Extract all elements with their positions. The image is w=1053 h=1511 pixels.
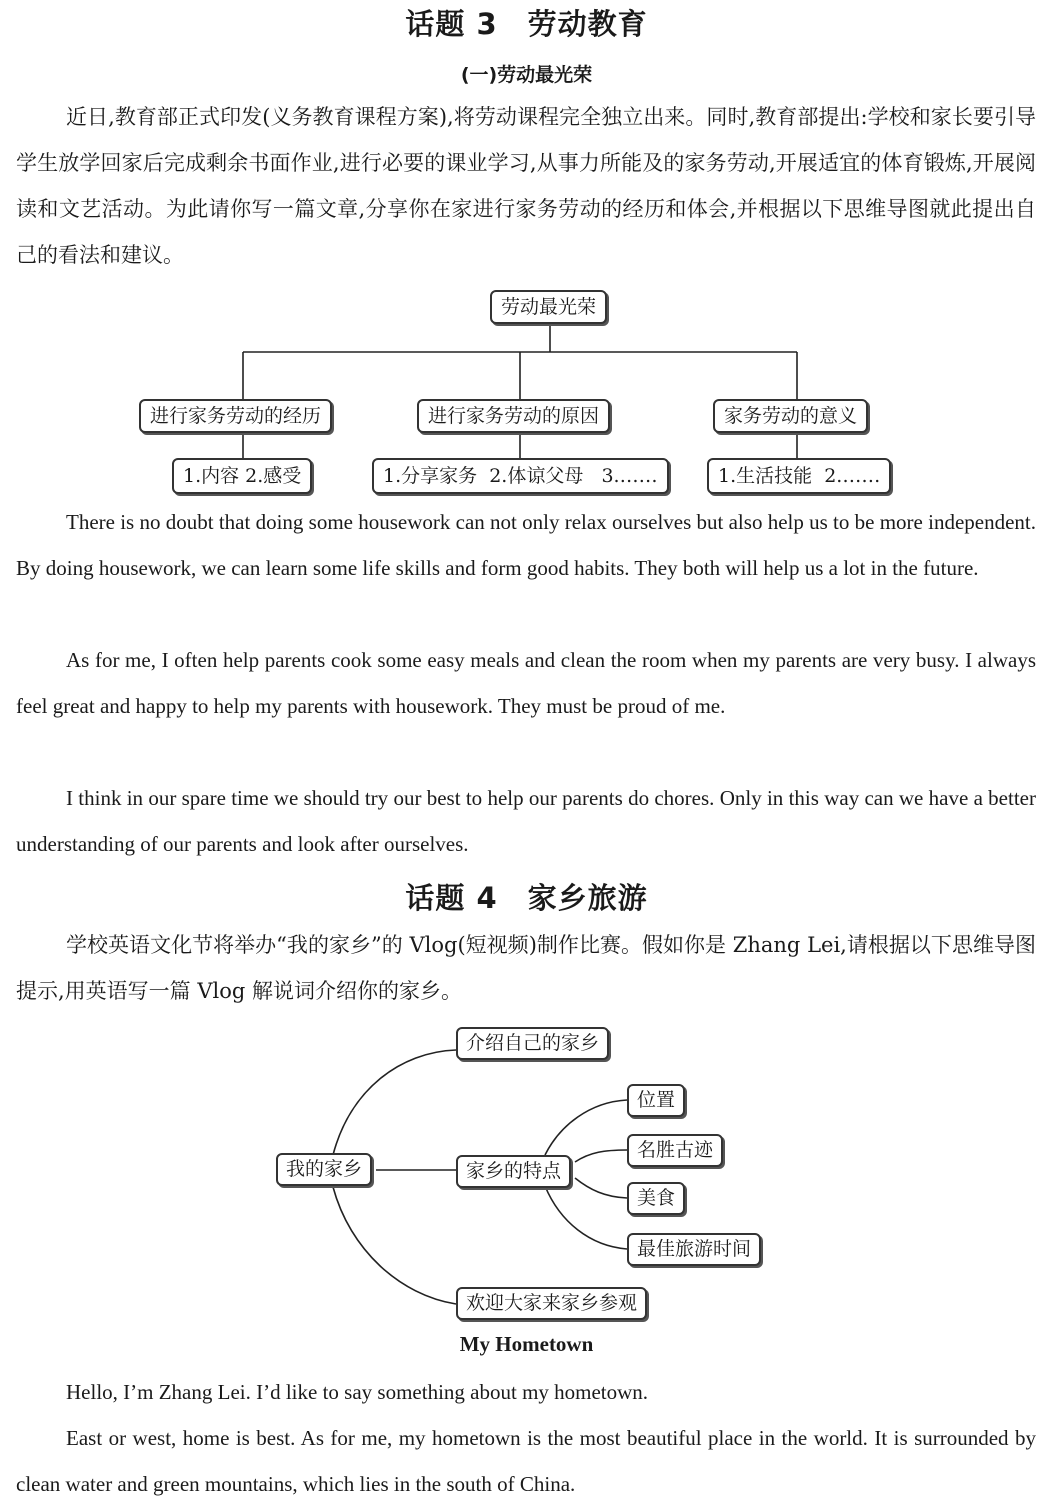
mindmap4-feature-food: 美食 — [627, 1182, 685, 1215]
topic4-essay-paragraph-1: Hello, I’m Zhang Lei. I’d like to say something about my hometown. — [66, 1380, 649, 1404]
mindmap4-welcome: 欢迎大家来家乡参观 — [456, 1287, 647, 1320]
topic3-title-name: 劳动教育 — [527, 7, 648, 41]
topic4-title-name: 家乡旅游 — [527, 881, 648, 915]
topic4-essay-title: My Hometown — [459, 1332, 594, 1356]
mindmap4-features: 家乡的特点 — [456, 1155, 571, 1188]
topic3-essay-paragraph-2: As for me, I often help parents cook some easy meals and clean the room when my parents are very busy. I always feel great and happy to help my parents with housework. They must be proud of me. — [16, 648, 1036, 718]
mindmap4-feature-best-time: 最佳旅游时间 — [627, 1233, 761, 1266]
mindmap4-root: 我的家乡 — [276, 1153, 372, 1186]
topic4-title — [0, 876, 1053, 917]
mindmap4-feature-sights: 名胜古迹 — [627, 1134, 723, 1167]
topic3-title-number: 话题 3 — [405, 7, 498, 41]
topic3-essay-paragraph-1: There is no doubt that doing some housework can not only relax ourselves but also help us to be more independent. By doing housework, we can learn some life skills and form good habits. They both will help us a lot in the future. — [16, 510, 1036, 580]
mindmap3-detail-experience: 1.内容 2.感受 — [172, 458, 312, 494]
mindmap3-detail-reasons: 1.分享家务 2.体谅父母 3.…… — [372, 458, 669, 494]
mindmap3-branch-experience: 进行家务劳动的经历 — [139, 399, 332, 433]
topic4-title-number: 话题 4 — [405, 881, 498, 915]
topic4-essay-paragraph-2: East or west, home is best. As for me, my hometown is the most beautiful place in the world. It is surrounded by clean water and green mountains, which lies in the south of China. — [16, 1426, 1036, 1496]
topic3-essay-paragraph-3: I think in our spare time we should try our best to help our parents do chores. Only in this way can we have a better understanding of our parents and look after ourselves. — [16, 786, 1036, 856]
mindmap3-branch-meaning: 家务劳动的意义 — [713, 399, 868, 433]
topic3-prompt: 近日,教育部正式印发(义务教育课程方案),将劳动课程完全独立出来。同时,教育部提出:学校和家长要引导学生放学回家后完成剩余书面作业,进行必要的课业学习,从事力所能及的家务劳动,开展适宜的体育锻炼,开展阅读和文艺活动。为此请你写一篇文章,分享你在家进行家务劳动的经历和体会,并根据以下思维导图就此提出自己的看法和建议。 — [16, 105, 1036, 267]
mindmap4-intro: 介绍自己的家乡 — [456, 1027, 609, 1060]
mindmap3-root: 劳动最光荣 — [490, 290, 607, 324]
mindmap3-detail-meaning: 1.生活技能 2.…… — [707, 458, 891, 494]
mindmap3-branch-reasons: 进行家务劳动的原因 — [417, 399, 610, 433]
mindmap4-feature-location: 位置 — [627, 1084, 685, 1117]
topic4-prompt: 学校英语文化节将举办“我的家乡”的 Vlog(短视频)制作比赛。假如你是 Zhang Lei,请根据以下思维导图提示,用英语写一篇 Vlog 解说词介绍你的家乡。 — [16, 933, 1036, 1003]
topic3-subtitle: (一)劳动最光荣 — [460, 64, 593, 86]
